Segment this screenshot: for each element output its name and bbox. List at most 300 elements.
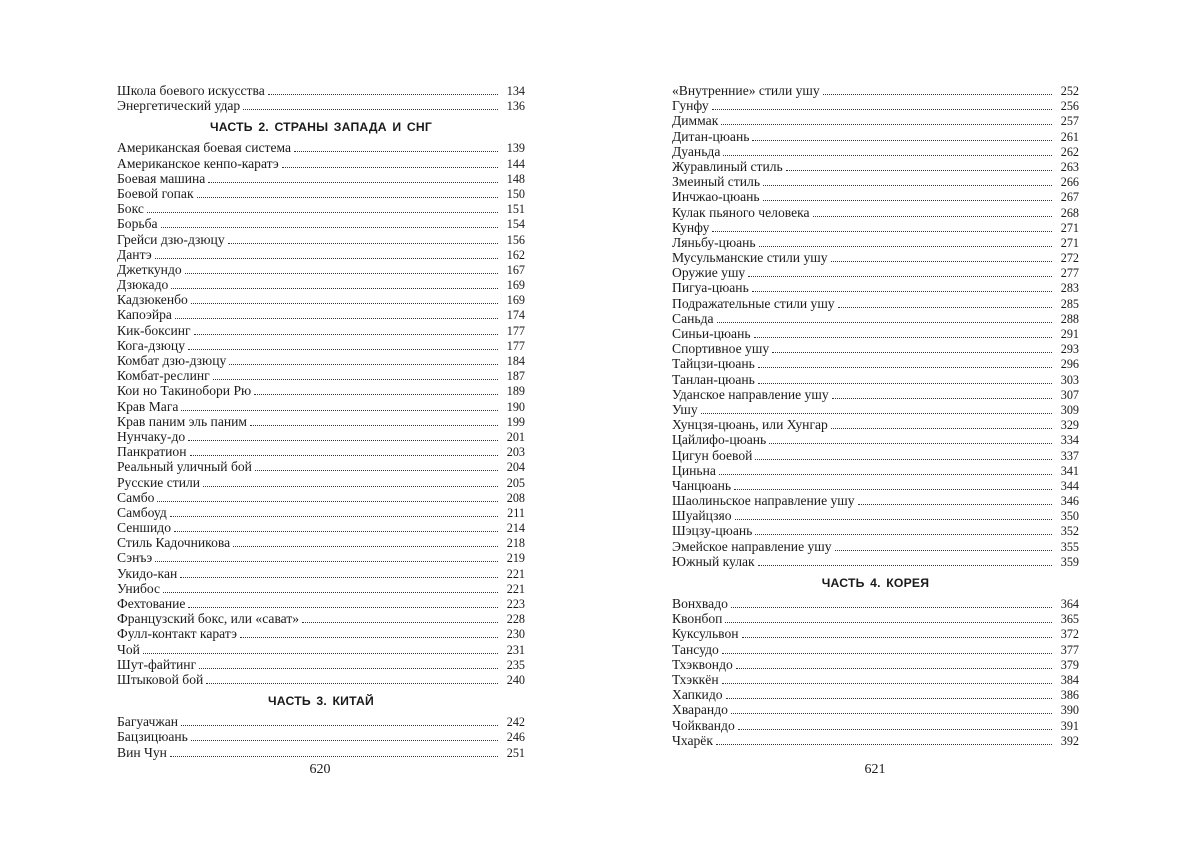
toc-entry-page: 267 <box>1060 190 1079 205</box>
toc-entry-page: 271 <box>1060 220 1079 235</box>
toc-entry-title: Тхэквондо <box>672 656 733 672</box>
toc-entry <box>672 478 1079 493</box>
toc-entry-page: 169 <box>506 293 525 308</box>
toc-entry <box>117 672 525 687</box>
toc-entry-title: Американское кенпо-каратэ <box>117 155 279 171</box>
toc-entry-title: Ляньбу-цюань <box>672 234 756 250</box>
toc-entry-title: Южный кулак <box>672 553 755 569</box>
section-heading: ЧАСТЬ 3. КИТАЙ <box>268 694 374 709</box>
toc-entry-title: Крав паним эль паним <box>117 413 248 429</box>
toc-entry-page: 156 <box>506 232 525 247</box>
toc-entry-title: Тайцзи-цюань <box>672 356 755 372</box>
dot-leader <box>206 683 498 684</box>
toc-entry <box>117 414 525 429</box>
toc-entry-page: 201 <box>506 429 525 444</box>
toc-entry-page: 272 <box>1060 251 1079 266</box>
toc-entry-title: Куксульвон <box>672 626 739 642</box>
toc-entry-title: Американская боевая система <box>117 140 292 156</box>
dot-leader <box>185 273 498 274</box>
toc-entry-page: 184 <box>506 354 525 368</box>
toc-entry-title: Кулак пьяного человека <box>672 204 810 220</box>
dot-leader <box>254 394 498 395</box>
toc-entry-title: Чойквандо <box>672 717 735 733</box>
dot-leader <box>213 379 498 380</box>
toc-entry-page: 346 <box>1060 494 1079 509</box>
dot-leader <box>835 550 1052 551</box>
dot-leader <box>194 334 498 335</box>
toc-entry <box>672 311 1079 326</box>
toc-entry <box>672 402 1079 417</box>
toc-entry-page: 214 <box>506 521 525 536</box>
toc-entry <box>117 611 525 626</box>
toc-entry-page: 391 <box>1060 718 1079 733</box>
dot-leader <box>191 303 498 304</box>
dot-leader <box>758 383 1052 384</box>
toc-entry-page: 211 <box>507 505 525 520</box>
toc-entry-page: 246 <box>506 730 525 745</box>
toc-entry-page: 364 <box>1060 597 1079 611</box>
toc-entry <box>117 550 525 565</box>
toc-entry-title: Танлан-цюань <box>672 371 755 387</box>
toc-entry <box>117 186 525 201</box>
dot-leader <box>754 337 1052 338</box>
toc-entry <box>672 642 1079 657</box>
toc-entry <box>117 171 525 186</box>
toc-entry <box>117 490 525 505</box>
toc-entry-title: Багуачжан <box>117 714 179 730</box>
toc-entry-title: Самбоуд <box>117 504 167 520</box>
toc-entry <box>672 220 1079 235</box>
toc-entry-title: Уданское направление ушу <box>672 386 829 402</box>
toc-entry <box>117 201 525 216</box>
toc-entry <box>672 356 1079 371</box>
left-page-toc <box>117 83 525 760</box>
toc-entry <box>117 247 525 262</box>
dot-leader <box>725 622 1052 623</box>
toc-entry <box>117 745 525 760</box>
toc-entry-title: Комбат-реслинг <box>117 368 210 384</box>
dot-leader <box>170 516 498 517</box>
toc-entry <box>117 505 525 520</box>
toc-entry-title: Штыковой бой <box>117 671 204 687</box>
dot-leader <box>742 637 1052 638</box>
toc-entry-page: 230 <box>506 627 525 642</box>
toc-entry-title: Квонбоп <box>672 611 723 627</box>
toc-entry-title: Капоэйра <box>117 307 172 323</box>
toc-entry-page: 242 <box>506 715 525 730</box>
toc-entry <box>117 338 525 353</box>
toc-entry-title: Цайлифо-цюань <box>672 432 767 448</box>
toc-entry-page: 262 <box>1060 144 1079 159</box>
toc-entry-page: 223 <box>506 597 525 611</box>
toc-entry-page: 235 <box>506 657 525 672</box>
dot-leader <box>250 425 498 426</box>
toc-entry-page: 256 <box>1060 99 1079 114</box>
toc-entry-title: Шут-файтинг <box>117 656 197 672</box>
toc-entry-page: 205 <box>506 475 525 490</box>
toc-entry <box>117 216 525 231</box>
toc-entry-page: 174 <box>506 308 525 323</box>
toc-entry <box>117 642 525 657</box>
dot-leader <box>731 713 1052 714</box>
toc-entry-page: 251 <box>506 745 525 760</box>
toc-entry-title: Змеиный стиль <box>672 174 761 190</box>
toc-entry-title: Вин Чун <box>117 744 167 760</box>
toc-entry <box>117 626 525 641</box>
toc-entry <box>672 265 1079 280</box>
dot-leader <box>752 291 1052 292</box>
toc-entry-page: 162 <box>506 247 525 262</box>
right-page-number: 621 <box>864 762 886 777</box>
dot-leader <box>302 622 498 623</box>
toc-entry <box>117 98 525 113</box>
toc-entry-page: 150 <box>506 186 525 201</box>
toc-entry-title: Оружие ушу <box>672 265 746 281</box>
dot-leader <box>170 756 498 757</box>
toc-entry <box>672 341 1079 356</box>
toc-entry-page: 257 <box>1060 114 1079 129</box>
dot-leader <box>763 200 1052 201</box>
toc-entry <box>672 235 1079 250</box>
toc-entry-title: Унибос <box>117 580 161 596</box>
dot-leader <box>191 740 498 741</box>
dot-leader <box>738 729 1052 730</box>
toc-entry-title: Комбат дзю-дзюцу <box>117 353 227 368</box>
toc-entry-page: 208 <box>506 490 525 505</box>
toc-entry <box>672 523 1079 538</box>
toc-entry-title: Хапкидо <box>672 687 723 703</box>
toc-entry-page: 221 <box>506 581 525 596</box>
toc-entry <box>672 672 1079 687</box>
dot-leader <box>723 155 1052 156</box>
toc-entry-title: Борьба <box>117 216 158 232</box>
toc-entry <box>672 326 1079 341</box>
toc-entry-title: Вонхвадо <box>672 596 728 611</box>
dot-leader <box>717 322 1052 323</box>
toc-entry-title: Энергетический удар <box>117 98 241 114</box>
toc-entry-page: 288 <box>1060 311 1079 326</box>
toc-entry-page: 199 <box>506 414 525 429</box>
dot-leader <box>188 349 498 350</box>
toc-entry <box>117 323 525 338</box>
toc-entry-title: Бокс <box>117 201 144 217</box>
toc-entry-page: 177 <box>506 338 525 353</box>
dot-leader <box>282 167 498 168</box>
dot-leader <box>174 531 498 532</box>
toc-entry <box>672 611 1079 626</box>
right-page-toc <box>672 83 1079 748</box>
dot-leader <box>208 182 498 183</box>
toc-entry-page: 384 <box>1060 672 1079 687</box>
dot-leader <box>199 668 498 669</box>
toc-entry <box>117 429 525 444</box>
toc-entry <box>672 372 1079 387</box>
dot-leader <box>721 124 1052 125</box>
toc-entry-page: 169 <box>506 278 525 293</box>
toc-entry <box>672 702 1079 717</box>
toc-entry-page: 329 <box>1060 418 1079 433</box>
toc-entry-page: 392 <box>1060 733 1079 748</box>
toc-entry <box>672 687 1079 702</box>
toc-entry-page: 240 <box>506 672 525 687</box>
toc-entry-page: 303 <box>1060 372 1079 387</box>
toc-entry-title: Ушу <box>672 401 698 417</box>
toc-entry <box>117 581 525 596</box>
toc-entry-title: Крав Мага <box>117 398 179 414</box>
toc-entry-page: 148 <box>506 171 525 186</box>
toc-entry <box>117 383 525 398</box>
dot-leader <box>155 561 498 562</box>
dot-leader <box>155 258 498 259</box>
toc-entry <box>117 475 525 490</box>
toc-entry <box>672 205 1079 220</box>
toc-entry-page: 377 <box>1060 642 1079 657</box>
toc-entry-page: 350 <box>1060 509 1079 524</box>
toc-entry-title: Реальный уличный бой <box>117 459 252 475</box>
toc-entry <box>117 399 525 414</box>
toc-entry-page: 190 <box>506 399 525 414</box>
toc-entry-title: Шуайцзяо <box>672 508 732 524</box>
toc-entry <box>672 83 1079 98</box>
dot-leader <box>180 577 498 578</box>
toc-entry-title: Дантэ <box>117 246 152 262</box>
toc-entry-page: 151 <box>506 202 525 217</box>
toc-entry <box>117 520 525 535</box>
dot-leader <box>163 592 498 593</box>
dot-leader <box>823 94 1052 95</box>
toc-entry-page: 271 <box>1060 235 1079 250</box>
dot-leader <box>181 725 498 726</box>
dot-leader <box>243 109 498 110</box>
dot-leader <box>831 428 1052 429</box>
toc-entry-page: 144 <box>506 156 525 171</box>
toc-entry <box>117 566 525 581</box>
dot-leader <box>763 185 1052 186</box>
toc-entry <box>117 262 525 277</box>
toc-entry <box>672 539 1079 554</box>
toc-entry-page: 365 <box>1060 612 1079 627</box>
dot-leader <box>171 288 498 289</box>
toc-entry <box>672 718 1079 733</box>
toc-entry <box>117 714 525 729</box>
dot-leader <box>838 307 1052 308</box>
dot-leader <box>786 170 1052 171</box>
dot-leader <box>188 607 498 608</box>
dot-leader <box>233 546 498 547</box>
toc-entry <box>117 83 525 98</box>
section-heading: ЧАСТЬ 4. КОРЕЯ <box>821 576 930 590</box>
dot-leader <box>813 216 1052 217</box>
left-page-number: 620 <box>309 762 331 777</box>
toc-entry <box>672 129 1079 144</box>
dot-leader <box>181 410 498 411</box>
dot-leader <box>832 398 1052 399</box>
toc-entry-page: 187 <box>506 369 525 384</box>
toc-entry-title: Дзюкадо <box>117 277 169 293</box>
toc-entry-page: 309 <box>1060 402 1079 417</box>
toc-entry <box>672 448 1079 463</box>
toc-entry-page: 337 <box>1060 448 1079 463</box>
toc-entry <box>117 368 525 383</box>
toc-entry-title: Хварандо <box>672 702 728 718</box>
dot-leader <box>197 197 498 198</box>
toc-entry-title: Тансудо <box>672 641 719 657</box>
toc-entry-title: Бацзицюань <box>117 729 188 745</box>
toc-entry <box>117 657 525 672</box>
toc-entry-page: 177 <box>506 323 525 338</box>
dot-leader <box>759 246 1052 247</box>
toc-entry-page: 359 <box>1060 554 1079 569</box>
toc-entry-page: 334 <box>1060 433 1079 448</box>
toc-entry-title: Сэнъэ <box>117 550 153 566</box>
toc-entry-page: 139 <box>506 141 525 156</box>
toc-entry-page: 291 <box>1060 327 1079 341</box>
toc-entry-page: 134 <box>506 84 525 98</box>
toc-entry-title: Гунфу <box>672 98 709 114</box>
toc-entry-title: Боевая машина <box>117 170 206 186</box>
dot-leader <box>188 440 498 441</box>
toc-entry-page: 221 <box>506 566 525 581</box>
dot-leader <box>161 227 498 228</box>
toc-entry-page: 231 <box>506 642 525 657</box>
toc-entry-page: 189 <box>506 384 525 399</box>
toc-entry-page: 277 <box>1060 266 1079 281</box>
toc-entry-title: Подражательные стили ушу <box>672 295 835 311</box>
dot-leader <box>175 318 498 319</box>
toc-entry-title: Чанцюань <box>672 477 732 493</box>
dot-leader <box>758 565 1052 566</box>
toc-entry-page: 355 <box>1060 539 1079 554</box>
dot-leader <box>255 470 498 471</box>
toc-entry-page: 252 <box>1060 84 1079 98</box>
toc-entry-page: 307 <box>1060 387 1079 402</box>
dot-leader <box>735 519 1053 520</box>
toc-entry-title: Саньда <box>672 310 714 326</box>
toc-entry <box>672 189 1079 204</box>
toc-entry-page: 219 <box>506 551 525 566</box>
toc-entry-title: Синьи-цюань <box>672 326 751 341</box>
toc-entry-page: 283 <box>1060 281 1079 296</box>
toc-entry-title: Самбо <box>117 489 155 505</box>
toc-entry <box>672 144 1079 159</box>
toc-entry-page: 293 <box>1060 342 1079 357</box>
dot-leader <box>157 501 498 502</box>
toc-entry-title: Кунфу <box>672 219 710 235</box>
toc-entry-title: Кадзюкенбо <box>117 292 188 308</box>
toc-entry <box>672 596 1079 611</box>
toc-entry-title: Кои но Такинобори Рю <box>117 383 252 399</box>
toc-entry-title: Нунчаку-до <box>117 428 186 444</box>
toc-entry <box>672 417 1079 432</box>
toc-entry <box>672 113 1079 128</box>
toc-entry-title: Шаолиньское направление ушу <box>672 493 855 509</box>
toc-entry-page: 390 <box>1060 703 1079 718</box>
dot-leader <box>701 413 1052 414</box>
toc-entry <box>672 98 1079 113</box>
toc-entry-title: «Внутренние» стили ушу <box>672 83 820 98</box>
toc-entry <box>117 140 525 155</box>
toc-entry-page: 154 <box>506 217 525 232</box>
toc-entry <box>672 387 1079 402</box>
toc-entry <box>117 292 525 307</box>
toc-entry <box>117 459 525 474</box>
toc-entry-page: 344 <box>1060 478 1079 493</box>
dot-leader <box>712 231 1052 232</box>
toc-entry-page: 204 <box>506 460 525 475</box>
toc-entry <box>117 729 525 744</box>
dot-leader <box>769 443 1052 444</box>
toc-entry <box>117 232 525 247</box>
toc-entry-title: Тхэккён <box>672 671 719 687</box>
toc-entry-title: Кик-боксинг <box>117 322 191 338</box>
toc-entry-title: Чой <box>117 641 140 657</box>
toc-entry <box>672 250 1079 265</box>
toc-entry-title: Пигуа-цюань <box>672 280 749 296</box>
dot-leader <box>203 486 498 487</box>
toc-entry <box>117 156 525 171</box>
dot-leader <box>731 607 1052 608</box>
toc-entry-page: 228 <box>506 612 525 627</box>
toc-entry <box>672 626 1079 641</box>
toc-entry-title: Хунцзя-цюань, или Хунгар <box>672 417 828 433</box>
dot-leader <box>772 352 1052 353</box>
toc-entry-title: Эмейское направление ушу <box>672 538 832 554</box>
dot-leader <box>755 459 1052 460</box>
toc-entry-title: Панкратион <box>117 444 187 460</box>
section-heading: ЧАСТЬ 2. СТРАНЫ ЗАПАДА И СНГ <box>209 120 433 135</box>
toc-entry-page: 261 <box>1060 129 1079 144</box>
toc-entry <box>672 554 1079 569</box>
toc-entry-title: Чхарёк <box>672 732 713 748</box>
toc-entry <box>117 596 525 611</box>
toc-entry-title: Мусульманские стили ушу <box>672 250 828 266</box>
dot-leader <box>190 455 499 456</box>
toc-entry-page: 218 <box>506 536 525 551</box>
dot-leader <box>716 744 1052 745</box>
toc-entry <box>672 174 1079 189</box>
toc-entry-page: 285 <box>1060 296 1079 311</box>
toc-entry-title: Журавлиный стиль <box>672 158 783 174</box>
toc-entry-page: 263 <box>1060 159 1079 174</box>
toc-entry-page: 379 <box>1060 657 1079 672</box>
toc-entry-page: 341 <box>1060 463 1079 478</box>
toc-entry-page: 203 <box>506 445 525 460</box>
dot-leader <box>726 698 1052 699</box>
dot-leader <box>722 653 1052 654</box>
toc-entry-page: 167 <box>506 262 525 277</box>
dot-leader <box>268 94 498 95</box>
toc-entry-page: 386 <box>1060 688 1079 703</box>
toc-entry-title: Дуаньда <box>672 143 721 159</box>
toc-entry <box>117 353 525 368</box>
toc-entry-page: 268 <box>1060 205 1079 220</box>
dot-leader <box>831 261 1052 262</box>
dot-leader <box>758 367 1052 368</box>
dot-leader <box>722 683 1052 684</box>
toc-entry <box>672 463 1079 478</box>
dot-leader <box>734 489 1052 490</box>
toc-entry-title: Циньна <box>672 462 716 478</box>
toc-entry-title: Фехтование <box>117 596 186 611</box>
toc-entry-title: Стиль Кадочникова <box>117 535 231 551</box>
toc-entry-title: Укидо-кан <box>117 565 178 581</box>
dot-leader <box>752 140 1052 141</box>
toc-entry-page: 352 <box>1060 524 1079 539</box>
dot-leader <box>858 504 1052 505</box>
toc-entry-title: Грейси дзю-дзюцу <box>117 231 225 247</box>
toc-entry-title: Дитан-цюань <box>672 128 750 144</box>
dot-leader <box>294 151 498 152</box>
